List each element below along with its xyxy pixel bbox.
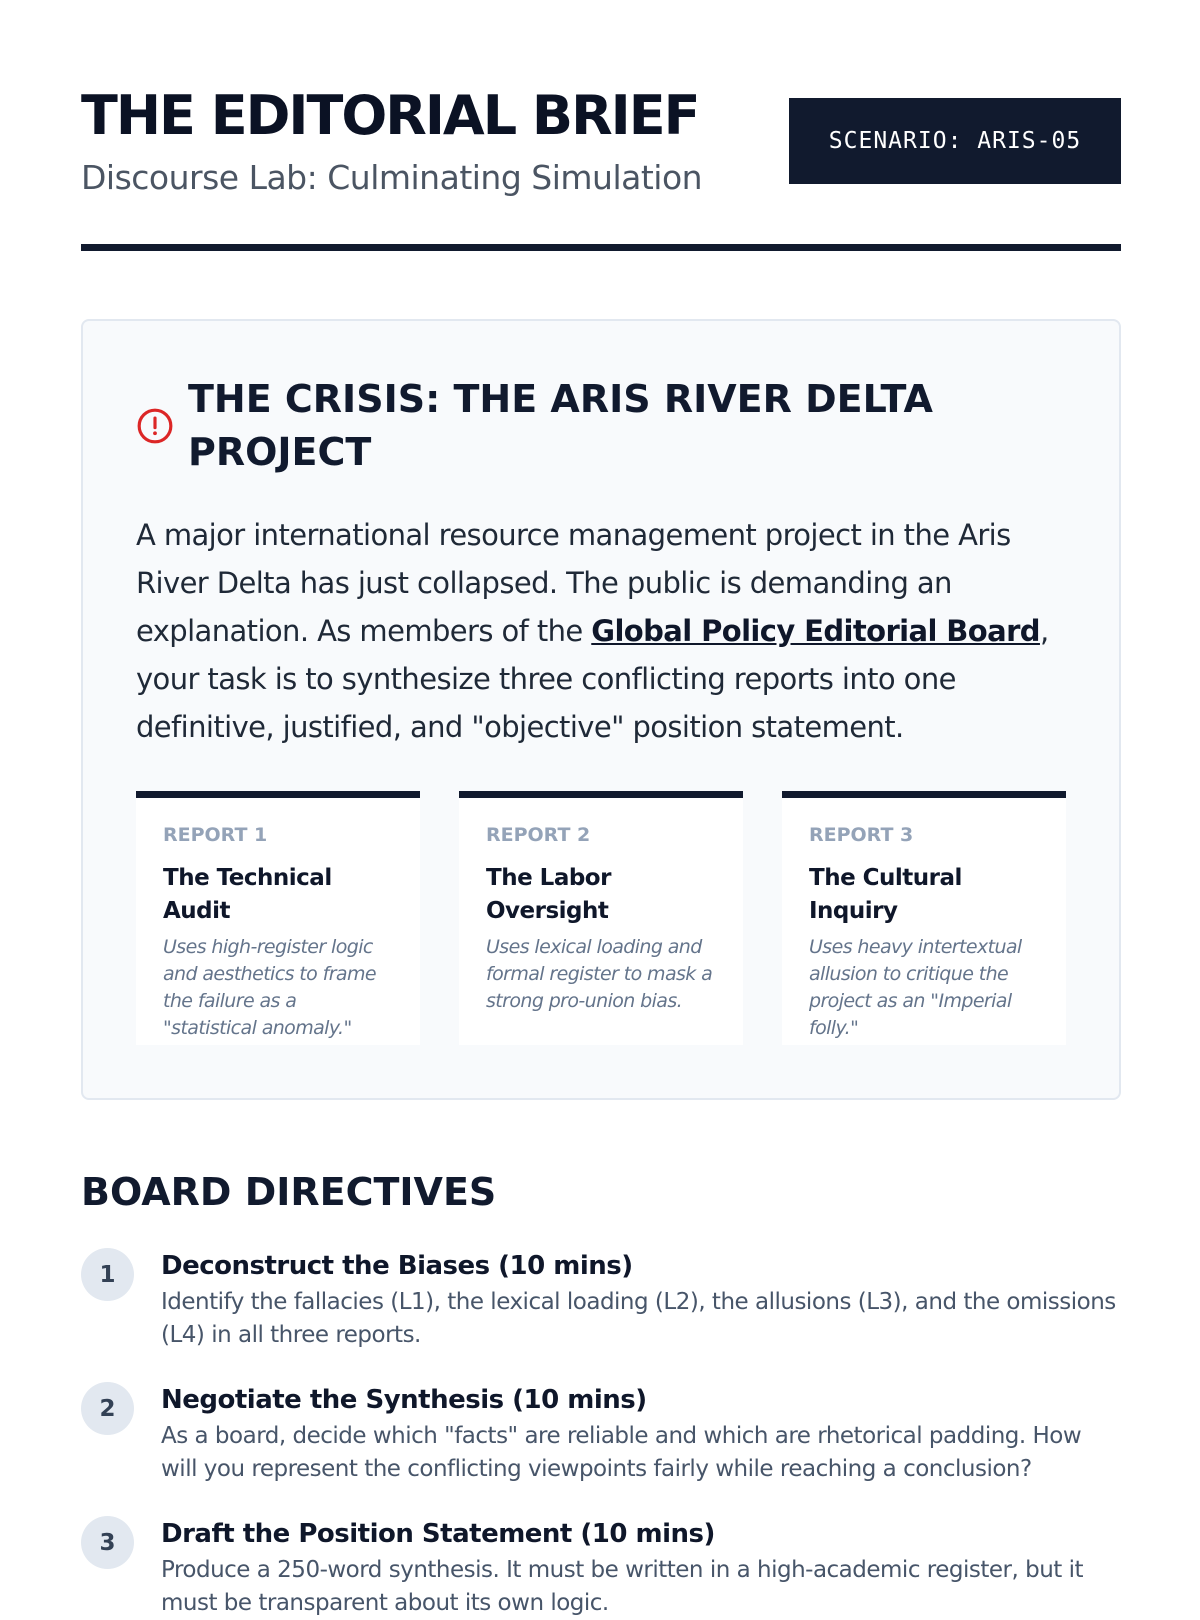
alert-circle-icon [136,407,174,445]
directive-description: Identify the fallacies (L1), the lexical loading (L2), the allusions (L3), and the omissions (L4) in all three reports. [161,1289,1116,1348]
editorial-board-link[interactable]: Global Policy Editorial Board [591,614,1040,648]
directive-item [81,1382,1121,1486]
crisis-description-intro: A major international resource management project in the Aris River Delta has just collapsed. The public is demanding an explanation. As members of the [136,518,1011,648]
report-card [782,791,1066,1045]
crisis-description [136,511,1066,751]
report-name: The Labor Oversight [486,865,611,924]
directives-title: BOARD DIRECTIVES [81,1170,497,1214]
report-name: The Cultural Inquiry [809,865,962,924]
step-number: 3 [81,1516,134,1569]
crisis-description-task: , your task is to synthesize three conflicting reports into one definitive, justified, and "objective" position statement. [136,614,1049,744]
directive-description: Produce a 250-word synthesis. It must be written in a high-academic register, but it must be transparent about its own logic. [161,1557,1084,1616]
crisis-heading-row [136,373,1066,479]
page-title: THE EDITORIAL BRIEF [81,84,699,147]
report-number: REPORT 2 [486,824,591,846]
crisis-title: THE CRISIS: THE ARIS RIVER DELTA PROJECT [188,377,933,474]
report-description: Uses lexical loading and formal register to mask a strong pro-union bias. [486,936,713,1012]
report-card [136,791,420,1045]
directive-title: Deconstruct the Biases (10 mins) [161,1251,633,1281]
page-header [81,86,1121,251]
report-description: Uses heavy intertextual allusion to critique the project as an "Imperial folly." [809,936,1022,1039]
directive-item [81,1248,1121,1352]
crisis-card [81,319,1121,1100]
directive-title: Negotiate the Synthesis (10 mins) [161,1385,647,1415]
step-number: 1 [81,1248,134,1301]
step-number: 2 [81,1382,134,1435]
report-number: REPORT 3 [809,824,914,846]
directive-item [81,1516,1121,1620]
page-subtitle: Discourse Lab: Culminating Simulation [81,158,703,197]
report-name: The Technical Audit [163,865,332,924]
board-directives [81,1170,1121,1620]
reports-row [136,791,1066,1045]
report-description: Uses high-register logic and aesthetics to frame the failure as a "statistical anomaly." [163,936,376,1039]
editorial-brief-page [81,0,1121,1620]
report-card [459,791,743,1045]
directive-description: As a board, decide which "facts" are reliable and which are rhetorical padding. How will you represent the conflicting viewpoints fairly while reaching a conclusion? [161,1423,1082,1482]
scenario-badge: SCENARIO: ARIS-05 [789,98,1121,184]
directive-title: Draft the Position Statement (10 mins) [161,1519,715,1549]
report-number: REPORT 1 [163,824,268,846]
